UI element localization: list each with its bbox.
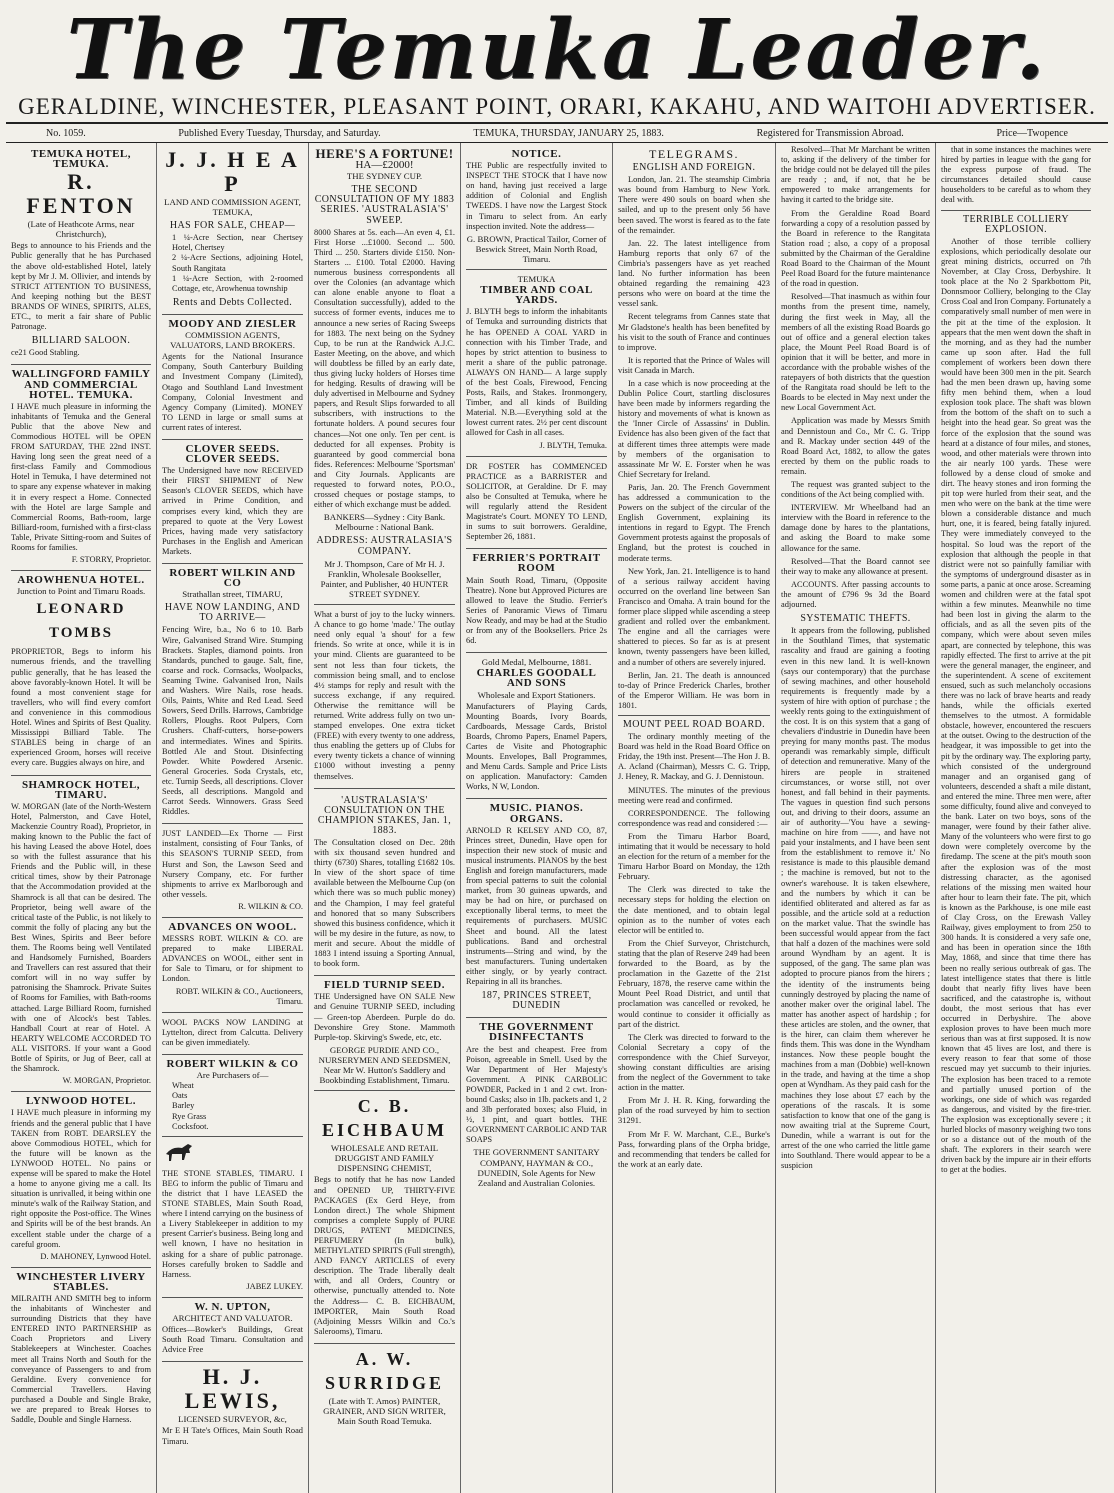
ad-body: MILRAITH AND SMITH beg to inform the inhabitants of Winchester and surrounding Districts that they have ENTERED INTO PARTNERSHIP as Coach Proprietors and Livery Stablekeepers at Winchester. Coaches meet all Trains North and South for the conveyance of Passengers to and from Geraldine. Every convenience for Commercial Travellers. Having purchased a Double and Single Brake, we are prepared to Break Horses to Saddle, Double and Single Harness. bbox=[11, 1294, 151, 1425]
ad-extra: BILLIARD SALOON. bbox=[31, 335, 131, 347]
ad-wallingford-hotel bbox=[11, 365, 151, 571]
ad-title: FERRIER'S PORTRAIT ROOM bbox=[472, 552, 601, 575]
ad-heap-land-agent bbox=[162, 145, 303, 315]
ad-name: CHARLES GOODALL AND SONS bbox=[476, 667, 597, 690]
divider bbox=[618, 715, 770, 716]
ad-body: WOOL PACKS NOW LANDING at Lyttelton, direct from Calcutta. Delivery can be given immediately. bbox=[162, 1017, 303, 1047]
ad-name: LEONARD TOMBS bbox=[36, 601, 126, 642]
columns bbox=[6, 143, 1108, 1493]
ad-signature: D. MAHONEY, Lynwood Hotel. bbox=[40, 1251, 151, 1261]
ad-name: C. B. EICHBAUM bbox=[321, 1096, 447, 1141]
ad-signature: R. WILKIN & CO. bbox=[238, 901, 303, 911]
ad-champion-stakes bbox=[314, 789, 455, 977]
ad-body: W. MORGAN (late of the North-Western Hotel, Palmerston, and Cave Hotel, Mackenzie Country Road), Proprietor, in making known to the Public the fact of his having Leased the above Hotel, does so with the fullest assurance that his Friends and the Public will, in these critical times, show by their Patronage that the Accommodation provided at the Shamrock is all that can be desired. The Proprietor, being well aware of the critical taste of the Public, is not likely to commit the folly of placing any but the Best Wines, Spirits and Beer before them. The Rooms being well Ventilated and Handsomely Furnished, Boarders and Travellers can rest assured that their comfort will in no way suffer by patronising the Shamrock. Private Suites of Rooms for Families, with Bath-rooms attached. Large Billiard Room, furnished with one of Alcock's best Tables. Handball Court at rear of Hotel. A HEARTY WELCOME ACCORDED TO ALL VISITORS. If your want a Good Bottle of Spirits, or Jug of Beer, call at the Shamrock. bbox=[11, 801, 151, 1074]
article-paragraph: From Mr F. W. Marchant, C.E., Burke's Pass, forwarding plans of the Orpha bridge, and recommending that tenders be called for the work at an early date. bbox=[618, 1129, 770, 1169]
ad-body: THE Undersigned have ON SALE New and Genuine TURNIP SEED, including— Green-top Aberdeen. Purple do do. Devonshire Grey Stone. Mammoth Purple-top. Skirving's Swede, etc, etc. bbox=[314, 992, 455, 1042]
ad-surridge-painter bbox=[314, 1344, 455, 1431]
registration-note: Registered for Transmission Abroad. bbox=[756, 127, 904, 139]
article-paragraph: Paris, Jan. 20. The French Government has addressed a communication to the Powers on the subject of the circular of the English Government, explaining its intentions in regard to Egypt. The French Government protests against the proposals of England, but the protest is couched in moderate terms. bbox=[618, 482, 770, 563]
article-paragraph: The request was granted subject to the conditions of the Act being complied with. bbox=[781, 480, 930, 500]
list-item: Wheat bbox=[172, 1081, 194, 1091]
article-paragraph: It is reported that the Prince of Wales will visit Canada in March. bbox=[618, 355, 770, 375]
ad-winchester-livery bbox=[11, 1268, 151, 1431]
ad-footer: ce21 Good Stabling. bbox=[11, 348, 80, 358]
list-item: Cocksfoot. bbox=[172, 1121, 209, 1131]
ad-stone-stables bbox=[162, 1137, 303, 1298]
ad-field-turnip-seed bbox=[314, 976, 455, 1091]
section-mount-peel: MOUNT PEEL ROAD BOARD. bbox=[622, 718, 766, 730]
article-paragraph: The Clerk was directed to forward to the Colonial Secretary a copy of the correspondence with the Chief Surveyor, showing constant difficulties are arising from the neglect of the Government to take action in the matter. bbox=[618, 1032, 770, 1093]
ad-subtitle: Strathallan street, TIMARU, bbox=[182, 589, 283, 600]
column-1 bbox=[6, 143, 157, 1493]
ad-foster-solicitor bbox=[466, 457, 607, 550]
ad-subtitle: (Late of Heathcote Arms, near Christchurch), bbox=[27, 219, 135, 240]
ad-signature: THE GOVERNMENT SANITARY COMPANY, HAYMAN & CO., DUNEDIN, Sole Agents for New Zealand and Australian Colonies. bbox=[473, 1147, 600, 1188]
price: Price—Twopence bbox=[996, 127, 1068, 139]
ad-body: J. BLYTH begs to inform the inhabitants of Temuka and surrounding districts that he has OPENED A COAL YARD in connection with his Timber Trade, and hopes by strict attention to business to merit a share of the public patronage. ALWAYS ON HAND— A large supply of the best Coals, Firewood, Fencing Posts, Rails, and Stakes. Ironmongery, Timber, and all kinds of Building Material. N.B.—Everything sold at the lowest current rates. 2½ per cent discount allowed for Cash in all cases. bbox=[466, 307, 607, 438]
ad-upton-architect bbox=[162, 1298, 303, 1362]
article-paragraph: The ordinary monthly meeting of the Board was held in the Road Board Office on Friday, the 19th inst. Present—The Hon J. B. A. Acland (Chairman), Messrs C. G. Tripp, J. Heney, R. Mackay, and G. J. Dennistoun. bbox=[618, 732, 770, 782]
dateline bbox=[6, 122, 1108, 143]
ad-name: H. J. LEWIS, bbox=[184, 1364, 281, 1414]
ad-heading: Gold Medal, Melbourne, 1881. bbox=[481, 657, 592, 668]
ad-advances-on-wool bbox=[162, 918, 303, 1013]
ad-body: (Late with T. Amos) PAINTER, GRAINER, AND SIGN WRITER, Main South Road Temuka. bbox=[323, 1395, 446, 1427]
ad-address-detail: Mr J. Thompson, Care of Mr H. J. Franklin, Wholesale Bookseller, Painter, and Publisher, 40 HUNTER STREET SYDNEY. bbox=[320, 558, 449, 599]
ad-body: Mr E H Tate's Offices, Main South Road Timaru. bbox=[162, 1426, 303, 1446]
ad-subtitle: WHOLESALE AND RETAIL DRUGGIST AND FAMILY DISPENSING CHEMIST, bbox=[330, 1143, 439, 1174]
ad-name: TIMBER AND COAL YARDS. bbox=[480, 284, 593, 307]
ad-moody-ziesler bbox=[162, 315, 303, 440]
ad-footer: Rents and Debts Collected. bbox=[172, 296, 293, 308]
ad-body: Are the best and cheapest. Free from Poison, agreeable in Smell. Used by the War Department of Her Majesty's Government. A PINK CARBOLIC POWDER, Packed in 1 and 2 cwt. Iron-bound Casks; also in 1lb. packets and 1, 2 and 3lb perforated boxes; also Fluid, in ½, 1 pint, and quart bottles. THE GOVERNMENT CARBOLIC AND TAR SOAPS bbox=[466, 1044, 607, 1145]
ad-name: J. J. H E A P bbox=[165, 147, 300, 196]
ad-body: PROPRIETOR, Begs to inform his numerous friends, and the travelling public generally, that he has leased the above favorably-known Hotel. It will be found a most convenient stage for travellers, who will find every comfort and convenience in this commodious Hotel. Wines and Spirits of Best Quality. Mississippi Billiard Table. The STABLES being in charge of an experienced Groom, horses will receive every care. Buggies always on hire, and bbox=[11, 647, 151, 768]
newspaper-subtitle: GERALDINE, WINCHESTER, PLEASANT POINT, ORARI, KAKAHU, AND WAITOHI ADVERTISER. bbox=[18, 94, 1096, 119]
column-7 bbox=[936, 143, 1096, 1493]
ad-title: WALLINGFORD FAMILY AND COMMERCIAL HOTEL. TEMUKA. bbox=[11, 368, 151, 401]
ad-arowhenua-hotel bbox=[11, 571, 151, 775]
ad-subtitle: Wholesale and Export Stationers. bbox=[477, 689, 596, 700]
ad-title: CLOVER SEEDS. CLOVER SEEDS. bbox=[185, 442, 280, 466]
ad-body: Agents for the National Insurance Company, South Canterbury Building and Investment Company (Limited), Otago and Southland Land Investment Company, Colonial Investment and Agency Company (Limited). MONEY TO LEND in large or small sums at current rates of interest. bbox=[162, 352, 303, 432]
article-paragraph: London, Jan. 21. The steamship Cimbria was bound from Hamburg to New York. There were 490 souls on board when she sailed, and up to the present only 56 have been saved. The worst is feared as to the fate of the remainder. bbox=[618, 175, 770, 235]
horse-illustration-icon bbox=[162, 1140, 198, 1164]
ad-subtitle: ARCHITECT AND VALUATOR. bbox=[172, 1313, 293, 1323]
ad-disinfectants bbox=[466, 1018, 607, 1193]
ad-body: THE STONE STABLES, TIMARU. I BEG to inform the public of Timaru and the district that I have LEASED the STONE STABLES, Main South Road, where I intend carrying on the business of a Livery Stablekeeper in addition to my present Carrier's business. Being long and well known, I have no hesitation in asking for a share of public patronage. Horses carefully broken to Saddle and Harness. bbox=[162, 1168, 303, 1279]
ad-shamrock-hotel bbox=[11, 776, 151, 1093]
ad-subtitle: Are Purchasers of— bbox=[196, 1070, 269, 1081]
ad-body: Fencing Wire, b.a., No 6 to 10. Barb Wire, Galvanised Strand Wire. Stumping Brackets. Staples, diamond points. Iron Standards, punched to gauge. Salt, fine, coarse and rock. Cornsacks, Woolpacks, Seaming Twine. Galvanised Iron, Nails and Washers. Wire Nails, rose heads. Oils, Paints, White and Red Lead. Seed Sowers, Seed Drills. Harrows, Cambridge Rollers, Ploughs. Root Pulpers, Corn Crushers. Chaff-cutters, horse-powers and intermediates. Wines and Spirits. Bottled Ale and Stout. Disinfecting Powder. White Powdered Arsenic. General Groceries. Soda Crystals, etc, etc. Turnip Seeds, all descriptions. Clover Seeds, all descriptions. Mangold and Carrot Seeds. Winnowers. Grass Seed Riddles. bbox=[162, 625, 303, 817]
ad-turnip-seed-landed bbox=[162, 824, 303, 918]
ad-subtitle: LICENSED SURVEYOR, &c, bbox=[178, 1414, 287, 1425]
ad-body: Manufacturers of Playing Cards, Mounting Boards, Ivory Boards, Cardboards, Message Cards, Bristol Boards, Chromo Papers, Enamel Papers, Cartes de Visite and Photographic Mounts. Envelopes, Ball Programmes, and Menu Cards. Sample and Price Lists on application. Manufactory: Camden Works, N W, London. bbox=[466, 701, 607, 792]
column-2 bbox=[157, 143, 309, 1493]
ad-title: HERE'S A FORTUNE! bbox=[315, 146, 454, 161]
article-paragraph: Jan. 22. The latest intelligence from Hamburg reports that only 67 of the Cimbria's passengers have as yet reached land. No further information has been obtained regarding the remaining 423 persons who were on board at the time the vessel sank. bbox=[618, 238, 770, 309]
ad-title: WINCHESTER LIVERY STABLES. bbox=[16, 1270, 146, 1293]
ad-body: MESSRS ROBT. WILKIN & CO. are prepared to make LIBERAL ADVANCES on WOOL, either sent in for Sale to Timaru, or for shipment to London. bbox=[162, 934, 303, 984]
ad-title: SHAMROCK HOTEL, TIMARU. bbox=[21, 778, 141, 801]
ad-body: Begs to notify that he has now Landed and OPENED UP, THIRTY-FIVE PACKAGES (Ex Gerd Heye, from London direct.) The whole Shipment comprises a complete Supply of PURE DRUGS, PATENT MEDICINES, PERFUMERY (In bulk), METHYLATED SPIRITS (Full strength), AND FANCY ARTICLES of every description. The Trade liberally dealt with, and all Orders, Country or otherwise, punctually attended to. Note the Address— C. B. EICHBAUM, IMPORTER, Main South Road (Adjoining Messrs Wilkin and Co.'s Salerooms), Timaru. bbox=[314, 1175, 455, 1336]
article-paragraph: Recent telegrams from Cannes state that Mr Gladstone's health has been benefited by his visit to the south of France and continues to improve. bbox=[618, 312, 770, 352]
ad-name: R. FENTON bbox=[26, 169, 136, 219]
article-paragraph: ACCOUNTS. After passing accounts to the amount of £796 9s 3d the Board adjourned. bbox=[781, 579, 930, 610]
ad-signature: GEORGE PURDIE AND CO., NURSERYMEN AND SEEDSMEN, Near Mr W. Hutton's Saddlery and Bookbinding Establishment, Timaru. bbox=[318, 1044, 451, 1086]
ad-subtitle: THE SYDNEY CUP. bbox=[346, 171, 423, 182]
ad-title: TEMUKA HOTEL, TEMUKA. bbox=[30, 148, 132, 171]
ad-lewis-surveyor bbox=[162, 1362, 303, 1452]
ad-body: 8000 Shares at 5s. each—An even 4, £1. First Horse ...£1000. Second ... 500. Third ... 250. Starters divide £150. Non-Starters ... £100. Total £2000. Having numerous business correspondents all over the Colonies (an advantage which can alone enable anyone to float a Consultation successfully), added to the success of former events, induces me to announce a new series of Racing Sweeps for 1883. The next being on the Sydney Cup, to be run at the Randwick A.J.C. Easter Meeting, on the above, and which will doubtless be filled by an early date, thus giving lucky holders of Horses time for hedging. Results of drawing will be duly advertised in Melbourne and Sydney papers, and Result Slips forwarded to all subscribers, with instructions to the fortunate holders. A pound secures four chances—Not one only. Ten per cent. is deducted for all expenses. Probity is guaranteed by good commercial bona fides. References: Melbourne 'Sportsman' and City Journals. Applicants are requested to forward notes, P.O.O., crossed cheques or postage stamps, to either of which exchange must be added. bbox=[314, 227, 455, 510]
article-paragraph: From the Timaru Harbor Board, intimating that it would be necessary to hold an election for the return of a member for the Timaru Harbor Board on Monday, the 12th February. bbox=[618, 831, 770, 882]
ad-body: Offices—Bowker's Buildings, Great South Road Timaru. Consultation and Advice Free bbox=[162, 1325, 303, 1355]
article-paragraph: Resolved—That Mr Marchant be written to, asking if the delivery of the timber for the bridge could not be delayed till the piles are ready ; and, if not, that he be empowered to make arrangements for having it carted to the bridge site. bbox=[781, 145, 930, 205]
ad-bankers: BANKERS—Sydney : City Bank. Melbourne : National Bank. bbox=[323, 512, 446, 533]
ad-body: I HAVE much pleasure in informing my friends and the general public that I have TAKEN from ROBT. DEARSLEY the above Commodious HOTEL, which for the future will be known as the LYNWOOD HOTEL. No pains or expense will be spared to make the Hotel a home to anyone giving me a call. Its situation is unrivalled, it being within one minute's walk of the Railway Station, and right opposite the Post-office. The Wines and Spirits will be of the best brands. An excellent stable under the charge of a careful groom. bbox=[11, 1108, 151, 1249]
article-paragraph: The Clerk was directed to take the necessary steps for holding the election on the date mentioned, and to obtain legal opinion as to the number of votes each elector will be entitled to. bbox=[618, 885, 770, 935]
ad-title: AROWHENUA HOTEL. bbox=[17, 574, 145, 587]
ad-clover-seeds bbox=[162, 440, 303, 564]
article-paragraph: Resolved—That the Board cannot see their way to make any allowance at present. bbox=[781, 556, 930, 576]
article-paragraph: From the Chief Surveyor, Christchurch, stating that the plan of Reserve 249 had been forwarded to the Board, as by the proclamation in the Gazette of the 21st February, 1878, the reserve came within the Mount Peel Road District, and until that proclamation was cancelled or revoked, he would continue to consider it officially as part of the district. bbox=[618, 938, 770, 1029]
ad-body: I HAVE much pleasure in informing the inhabitants of Temuka and the General Public that the above New and Commodious HOTEL will be OPEN FROM SATURDAY, THE 22nd INST. Having long seen the great need of a first-class Family and Commodious Hotel in Temuka, I have determined not to spare any expense whatever in making it in every respect a Home. Connected with the Hotel are large Sample and Commercial Rooms, Bath-room, large Billiard-room, furnished with a first-class Table, Private Sitting-room and Suites of Rooms for families. bbox=[11, 401, 151, 552]
article-paragraph: From the Geraldine Road Board forwarding a copy of a resolution passed by the Board in reference to the Rangitata Station road ; also, a copy of a proposal submitted by the Chairman of the Geraldine Road Board to the Chairman of the Mount Peel Road Board for the future maintenance of the road in question. bbox=[781, 208, 930, 289]
ad-subtitle: TEMUKA bbox=[517, 274, 556, 285]
ad-subtitle: Junction to Point and Timaru Roads. bbox=[16, 586, 146, 597]
ad-wilkin-purchasers bbox=[162, 1055, 303, 1137]
ad-name: MOODY AND ZIESLER bbox=[168, 317, 297, 330]
list-item: Oats bbox=[172, 1091, 188, 1101]
list-item: 2 ¼-Acre Sections, adjoining Hotel, South Rangitata bbox=[172, 253, 303, 273]
column-4 bbox=[461, 143, 613, 1493]
list-item: Barley bbox=[172, 1101, 195, 1111]
article-paragraph: that in some instances the machines were hired by parties in league with the gang for the express purpose of fraud. The circumstances detailed should cause householders to be careful as to whom they deal with. bbox=[941, 145, 1091, 205]
section-subheading: ENGLISH AND FOREIGN. bbox=[632, 162, 756, 174]
article-paragraph: Resolved—That inasmuch as within four months from the present time, namely, during the first week in May, all the members of all the existing Road Boards go out of office and a general election takes place, the Mount Peel Road Board is of opinion that it will be better, and more in accordance with the probable wishes of the ratepayers of both districts that the question of the Rangitata road should be left to the Boards to be elected in May next under the new Local Government Act. bbox=[781, 292, 930, 413]
article-paragraph: MINUTES. The minutes of the previous meeting were read and confirmed. bbox=[618, 785, 770, 805]
publication-schedule: Published Every Tuesday, Thursday, and Saturday. bbox=[178, 127, 381, 139]
ad-heading: HAS FOR SALE, CHEAP— bbox=[169, 220, 296, 232]
ad-lynwood-hotel bbox=[11, 1092, 151, 1268]
divider bbox=[941, 210, 1091, 211]
ad-body: The Undersigned have now RECEIVED their FIRST SHIPMENT of New Season's CLOVER SEEDS, which have arrived in Prime Condition, and comprises every kind, which they are prepared to quote at the Very Lowest Prices, having made very satisfactory Purchases in the English and American Markets. bbox=[162, 466, 303, 556]
issue-date: TEMUKA, THURSDAY, JANUARY 25, 1883. bbox=[473, 127, 664, 139]
article-paragraph: Another of those terrible colliery explosions, which periodically desolate our great mining districts, occurred on 7th November, at Clay Cross, Derbyshire. It took place at the No 2 Sparkbottom Pit, Donnsmoor Colliery, belonging to the Clay Cross Coal and Iron Company. Fortunately a comparatively small number of men were in the pit at the time of the explosion. It appears that the men went down the shaft in the morning, and as they had the number came up soon after. Had the full complement of workers been down there would have been 300 men in the pit. Search had the men been drawn up, having some fifty men behind them, when a loud explosion took place. The shaft was blown from the bottom of the shaft on to such a height into the head gear. So great was the force of the explosion that the sound was heard at a distance of four miles, and stones, wood, and other materials were thrown into the air nearly 100 yards. These were followed by a dense cloud of smoke and dirt. The heavy stones and iron forming the pit top were hurled from their seat, and the men who were on the bank at the time were blown a considerable distance and much hurt, one, it is feared, being fatally injured. They were immediately conveyed to the hospital. So loud was the report of the explosion that although the people in that district were not so painfully familiar with the symptoms of underground disaster as in some parts, a panic at once arose. Screaming women and children were at the fatal spot within a few minutes. Meanwhile no time had been lost in giving the alarm to the officials, and as all the seven pits of the company, which were about seven miles apart, are connected by telephone, this was rapidly effected. The first to arrive at the pit were the general manager, the engineer, and the superintendent. A scene of excitement ensued, such as such melancholy occasions there was no lack of brave hearts and ready hands, while the officials exerted themselves to the utmost. A formidable obstacle, however, encountered the rescuers at the outset. Owing to the destruction of the headgear, it was impossible to get into the pit by the ordinary way. The exploring party, which consisted of the underground manager and an organised gang of volunteers, descended a shaft a mile distant, and entered the mine. Three men were, after some difficulty, found alive and conveyed to the bank. Later on two boys, sons of the manager, were found by their father alive. Many of the volunteers who were first to go down were completely overcome by the firedamp. The scene at the pit's mouth soon after the explosion was of the most distressing character, as the agonised relations of the missing men waited hour after hour to learn their fate. The pit, which is known as the Parkhouse, is one mile east of Clay Cross, on the Erewash Valley Railway, gives employment to from 250 to 300 hands. It is considered a very safe one, and has been in operation since the 18th May, 1868, and since that time there has been no really serious outbreak of gas. The latest intelligence states that there is little doubt that nearly fifty lives have been sacrificed, and the catastrophe is, without doubt, the most serious that has ever occurred in Derbyshire. The above explosion proves to have been much more serious than was at first supposed. It is now known that 45 lives are lost, and there is every reason to fear that some of those rescued may yet succumb to their injuries. The explosion has been traced to a remote and partially unused portion of the workings, one side of which was regarded as dangerous, and visited by the fire-trier. The explosion was exceptionally severe ; it hurled blocks of masonry weighing two tons or so a distance out of the mouth of the shaft. The explorers in their search were driven back by the impure air in their efforts to get at the bodies. bbox=[941, 236, 1091, 1175]
list-item: 1 ¼-Acre Section, near Chertsey Hotel, Chertsey bbox=[172, 233, 303, 253]
ad-signature: F. STORRY, Proprietor. bbox=[71, 555, 151, 565]
section-colliery-explosion: TERRIBLE COLLIERY EXPLOSION. bbox=[963, 213, 1069, 235]
ad-signature: JABEZ LUKEY. bbox=[246, 1281, 303, 1291]
ad-kelsey-music bbox=[466, 799, 607, 1018]
ad-prize: HA—£2000! bbox=[355, 159, 414, 172]
ad-goodall-stationers bbox=[466, 653, 607, 799]
column-6 bbox=[776, 143, 936, 1493]
ad-body: What a burst of joy to the lucky winners. A chance to go home 'made.' The outlay need only equal 'a shout' for a few friends. So write at once, while it is in your mind. Clients are guaranteed to be sent not less than four tickets, the commission being small, and to enclose 4½ stamps for reply and result with the success exchange, if any required. Otherwise the remittance will be returned. Write address fully on two un-stamped envelopes. One extra ticket (FREE) with every twenty to one address, thus enabling the getters up of Clubs for every twenty tickets a chance of winning £1000 without investing a penny themselves. bbox=[314, 610, 455, 781]
ad-body: DR FOSTER has COMMENCED PRACTICE as a BARRISTER and SOLICITOR, at Geraldine. Dr F. may also be Consulted at Temuka, where he will regularly attend the Resident Magistrate's Court. MONEY TO LEND, in sums to suit borrowers. Geraldine, September 26, 1881. bbox=[466, 461, 607, 542]
ad-blyth-timber bbox=[466, 270, 607, 457]
article-paragraph: It appears from the following, published in the Southland Times, that systematic rascality and fraud are gaining a footing even in this new land. It is well-known (says our contemporary) that the purchase of sewing machines, and other household requirements is frequently made by a system of hire with option of purchase ; the weekly rents going to the extinguishment of the cost. It is on this system that a gang of chevaliers d'industrie in Dunedin have been preying for many months past. The modus operandi was remarkably simple, difficult of detection and remunerative. Many of the hirers are people in straitened circumstances, or worse still, not over honest, and fall behind in their payments. The vagues in question find such persons out, and driving to their doors, assume an air of authority—'You have a sewing-machine on hire from ——, and have not paid your instalments, and I have been sent from the establishment to remove it.' No resistance is made to this plausible demand ; the machine is removed, but not to the owner's warehouse. It is taken elsewhere, and the numbers by which it can be identified obliterated and altered as far as possible, and the article sold at a reduction on the market value. That the swindle has been successful would appear from the fact that half a dozen of the machines were sold around Wyndham by an agent. It is supposed, of the gang. The same plan was adopted to procure pianos from the hirers ; the identity of the instruments being cunningly destroyed by placing the name of another maker over the original label. The matter has another aspect of hardship ; for these articles are stolen, and the owner, that is the hirer, can claim them wherever he finds them. This was done in the Wyndham instances. Now these people bought the machines from a man (Dobbie) well-known in the trade, and having at the time a shop open at Wyndham. As they paid cash for the machines they lose about £7 each by the operations of the rascals. It is some satisfaction to know that one of the gang is now awaiting trial at the Supreme Court, Dunedin, while a warrant is out for the arrest of the one who carried the little game into Southland. There would appear to be a suspicion bbox=[781, 626, 930, 1171]
list-item: 1 ¼-Acre Section, with 2-roomed Cottage, etc, Arowhenua township bbox=[172, 273, 303, 293]
ad-subtitle: LAND AND COMMISSION AGENT, TEMUKA, bbox=[164, 197, 301, 218]
ad-title: 'AUSTRALASIA'S' CONSULTATION ON THE CHAMPION STAKES, Jan. 1, 1883. bbox=[317, 794, 452, 836]
ad-body: ARNOLD R KELSEY AND CO, 87, Princes street, Dunedin, Have open for inspection their new stock of music and musical instruments. PIANOS by the best English and foreign manufacturers, made from special patterns to suit the colonial market, from 30 guineas upwards, and may be had on hire, or purchased on exceptionally liberal terms, to meet the requirements of purchasers. MUSIC Sheet and bound. All the latest publications. Band and orchestral instruments—String and wind, by the best manufacturers. Tuning undertaken either singly, or by yearly contract. Repairing in all its branches. bbox=[466, 825, 607, 987]
ad-temuka-hotel bbox=[11, 145, 151, 365]
ad-title: THE GOVERNMENT DISINFECTANTS bbox=[479, 1021, 594, 1044]
ad-name: A. W. SURRIDGE bbox=[324, 1348, 445, 1393]
ad-sweep-fortune bbox=[314, 145, 455, 605]
ad-title: FIELD TURNIP SEED. bbox=[324, 979, 445, 992]
ad-subtitle: COMMISSION AGENTS, VALUATORS, LAND BROKERS. bbox=[170, 330, 295, 351]
article-paragraph: Berlin, Jan. 21. The death is announced to-day of Prince Frederick Charles, brother of the Emperor William. He was born in 1801. bbox=[618, 670, 770, 710]
ad-body: Main South Road, Timaru, (Opposite Theatre). None but Approved Pictures are allowed to leave the Studio. Ferrier's Series of Panoramic Views of Timaru Now Ready, and may be had at the Studio or from any of the Booksellers. Price 2s 6d. bbox=[466, 575, 607, 646]
list-item: Rye Grass bbox=[172, 1111, 207, 1121]
ad-title: MUSIC. PIANOS. ORGANS. bbox=[489, 802, 584, 825]
ad-address: 187, PRINCES STREET, DUNEDIN bbox=[481, 990, 592, 1012]
ad-body: Begs to announce to his Friends and the Public generally that he has Purchased the above old-established Hotel, lately kept by Mr J. M. Ollivier, and intends by STRICT ATTENTION TO BUSINESS, And keeping nothing but the BEST BRANDS OF WINES, SPIRITS, ALES, ETC., to merit a fair share of Public Patronage. bbox=[11, 241, 151, 332]
ad-brown-tailor bbox=[466, 145, 607, 270]
ad-title: LYNWOOD HOTEL. bbox=[26, 1095, 136, 1108]
ad-eichbaum-chemist bbox=[314, 1091, 455, 1344]
ad-name: W. N. UPTON, bbox=[194, 1300, 271, 1313]
ad-heading: THE SECOND CONSULTATION OF MY 1883 SERIES. 'AUSTRALASIA'S' SWEEP. bbox=[314, 184, 455, 226]
ad-body: THE Public are respectfully invited to INSPECT THE STOCK that I have now on hand, having just received a large addition of Colonial and English TWEEDS. I have now the Largest Stock in Timaru to select from. An early inspection invited. Note the address— bbox=[466, 161, 607, 231]
article-paragraph: New York, Jan. 21. Intelligence is to hand of a serious railway accident having occurred on the overland line between San Francisco and Omaha. A train bound for the former place slipped while ascending a steep gradient and rolled over the embankment. The engine and all the carriages were shattered to pieces. So far as is at present known, twenty passengers have been killed, and a number of others are severely injured. bbox=[618, 566, 770, 667]
newspaper-title: The Temuka Leader. bbox=[66, 2, 1048, 98]
ad-name: ROBERT WILKIN & CO bbox=[166, 1058, 299, 1071]
ad-title: NOTICE. bbox=[511, 148, 562, 160]
section-telegrams: TELEGRAMS. bbox=[649, 147, 739, 161]
ad-signature: J. BLYTH, Temuka. bbox=[539, 440, 607, 450]
column-3 bbox=[309, 143, 461, 1493]
ad-ferrier-portrait bbox=[466, 549, 607, 653]
ad-list bbox=[162, 233, 303, 294]
ad-heading: HAVE NOW LANDING, AND TO ARRIVE— bbox=[164, 602, 301, 624]
ad-signature: W. MORGAN, Proprietor. bbox=[62, 1076, 151, 1086]
masthead bbox=[6, 0, 1108, 118]
article-paragraph: Application was made by Messrs Smith and Dennistoun and Co., Mr C. G. Tripp and R. Mackay under section 449 of the Road Board Act, 1882, to allow the gates erected by them on the public roads to remain. bbox=[781, 416, 930, 476]
article-paragraph: CORRESPONDENCE. The following correspondence was read and considered :— bbox=[618, 808, 770, 828]
ad-robert-wilkin bbox=[162, 564, 303, 824]
article-paragraph: In a case which is now proceeding at the Dublin Police Court, startling disclosures have been made by informers regarding the history and movements of what is known as the 'Inner Circle of Assassins' in Dublin. Evidence has also been given of the fact that at different times three attempts were made by members of the organisation to assassinate Mr W. E. Forster when he was Chief Secretary for Ireland. bbox=[618, 378, 770, 479]
ad-list bbox=[162, 1081, 303, 1131]
column-5 bbox=[613, 143, 776, 1493]
section-systematic-thefts: SYSTEMATIC THEFTS. bbox=[800, 613, 911, 625]
ad-body: JUST LANDED—Ex Thorne — First instalment, consisting of Four Tanks, of this SEASON'S TURNIP SEED, from Hurst and Son, the Lawson Seed and Nursery Company, etc. For further shipments to arrive ex Marlborough and other vessels. bbox=[162, 829, 303, 899]
ad-address: ADDRESS: AUSTRALASIA'S COMPANY. bbox=[316, 535, 453, 557]
ad-body: The Consultation closed on Dec. 28th with six thousand seven hundred and thirty (6730) Shares, totalling £1682 10s. In view of the short space of time available between the Melbourne Cup (on which there was so much public money) and the Champion, I may feel grateful and honored that so many Subscribers showed this business confidence, which it will be my desire in the future, as now, to merit and secure. About the middle of 1883 I intend issuing a Sporting Annual, to book form. bbox=[314, 838, 455, 969]
issue-number: No. 1059. bbox=[46, 127, 86, 139]
ad-sweep-clubs bbox=[314, 605, 455, 789]
article-paragraph: From Mr J. H. R. King, forwarding the plan of the road surveyed by him to section 31291. bbox=[618, 1096, 770, 1126]
ad-wool-packs bbox=[162, 1013, 303, 1055]
article-paragraph: INTERVIEW. Mr Wheelband had an interview with the Board in reference to the damage done by hares to the plantations, and asking the Board to make some allowance for the same. bbox=[781, 503, 930, 553]
ad-signature: G. BROWN, Practical Tailor, Corner of Beswick Street, Main North Road, Timaru. bbox=[466, 233, 607, 264]
ad-title: ADVANCES ON WOOL. bbox=[168, 921, 297, 933]
ad-name: ROBERT WILKIN AND CO bbox=[169, 567, 296, 590]
ad-signature: ROBT. WILKIN & CO., Auctioneers, Timaru. bbox=[175, 986, 303, 1006]
